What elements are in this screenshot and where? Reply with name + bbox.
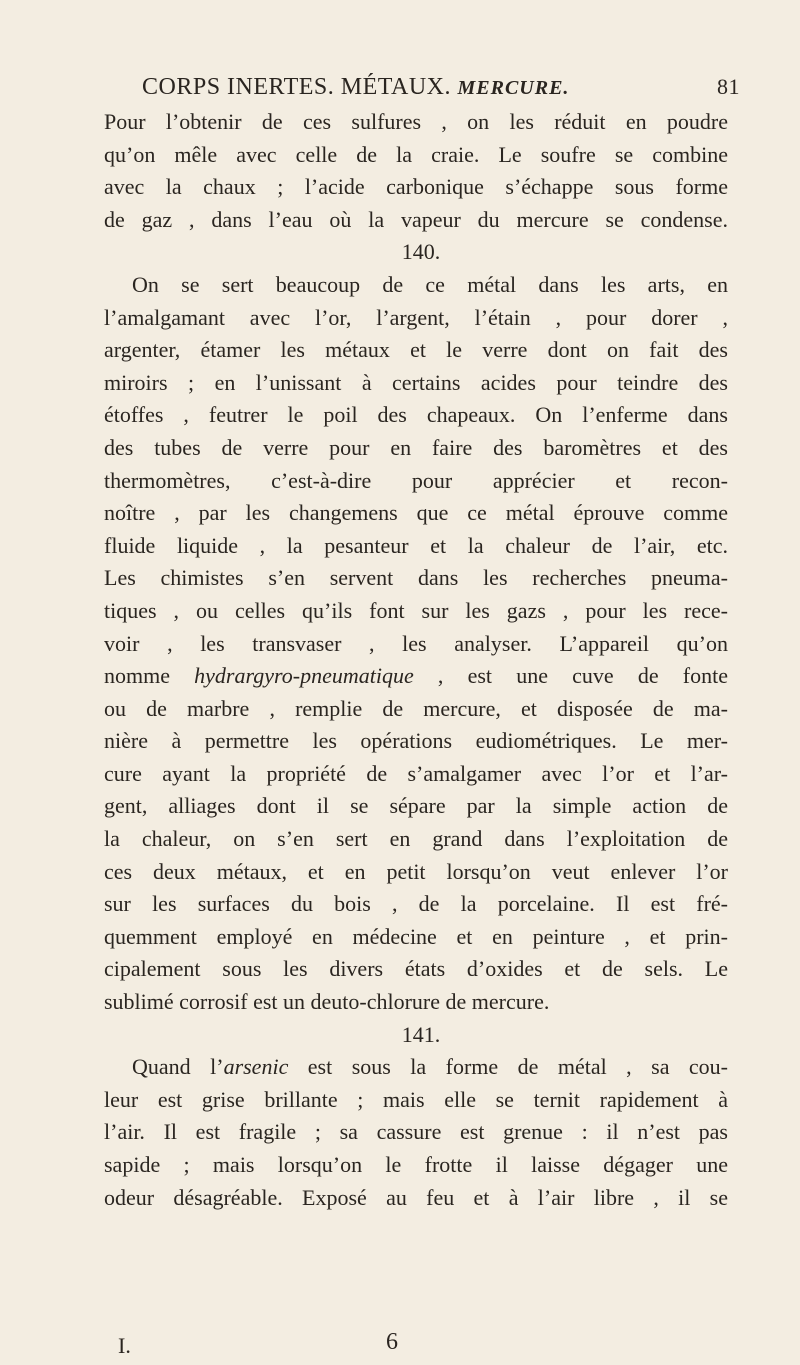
text-line: l’air. Il est fragile ; sa cassure est grenue : il n’est pas — [104, 1119, 728, 1145]
section-number — [104, 1019, 728, 1052]
text-line: fluide liquide , la pesanteur et la chaleur de l’air, etc. — [104, 532, 728, 558]
text-line: tiques , ou celles qu’ils font sur les gazs , pour les rece- — [104, 597, 728, 623]
text-line: la chaleur, on s’en sert en grand dans l’exploitation de — [104, 826, 728, 852]
text-line: noître , par les changemens que ce métal éprouve comme — [104, 500, 728, 526]
text-line: ou de marbre , remplie de mercure, et disposée de ma- — [104, 695, 728, 721]
text-line: On se sert beaucoup de ce métal dans les arts, en — [132, 271, 728, 297]
text-line: de gaz , dans l’eau où la vapeur du mercure se condense. — [104, 206, 728, 232]
section-number — [104, 236, 728, 269]
text-run: nomme — [104, 663, 195, 689]
text-line: sublimé corrosif est un deuto-chlorure de mercure. — [104, 989, 550, 1015]
text-line: quemment employé en médecine et en peinture , et prin- — [104, 923, 728, 949]
italic-term: arsenic — [223, 1054, 289, 1080]
text-line: gent, alliages dont il se sépare par la simple action de — [104, 793, 728, 819]
text-line: sur les surfaces du bois , de la porcelaine. Il est fré- — [104, 891, 728, 917]
text-line: odeur désagréable. Exposé au feu et à l’air libre , il se — [104, 1184, 728, 1210]
text-line: ces deux métaux, et en petit lorsqu’on veut enlever l’or — [104, 858, 728, 884]
text-line: sapide ; mais lorsqu’on le frotte il laisse dégager une — [104, 1152, 728, 1177]
text-line: Pour l’obtenir de ces sulfures , on les réduit en poudre — [104, 109, 728, 134]
text-line: leur est grise brillante ; mais elle se ternit rapidement à — [104, 1086, 728, 1112]
text-line: voir , les transvaser , les analyser. L’appareil qu’on — [104, 630, 728, 656]
section-title: MERCURE. — [457, 77, 570, 99]
text-line: cure ayant la propriété de s’amalgamer avec l’or et l’ar- — [104, 760, 728, 786]
text-line: étoffes , feutrer le poil des chapeaux. On l’enferme dans — [104, 402, 728, 428]
body-text — [104, 106, 728, 1214]
text-line — [104, 1051, 728, 1084]
text-line: cipalement sous les divers états d’oxides et de sels. Le — [104, 956, 728, 982]
page-footer — [118, 1329, 678, 1363]
text-line: miroirs ; en l’unissant à certains acides pour teindre des — [104, 369, 728, 395]
text-line: l’amalgamant avec l’or, l’argent, l’étain , pour dorer , — [104, 304, 728, 330]
section-number-text: 140. — [401, 239, 441, 265]
running-title — [142, 74, 569, 101]
running-title-text: CORPS INERTES. MÉTAUX. — [142, 74, 451, 100]
text-run: est sous la forme de métal , sa cou- — [288, 1054, 728, 1080]
text-run: Quand l’ — [132, 1054, 224, 1080]
text-run: , est une cuve de fonte — [413, 663, 728, 689]
text-line — [104, 660, 728, 693]
page-number: 81 — [717, 74, 740, 99]
signature-mark: I. — [118, 1333, 131, 1358]
section-number-text: 141. — [401, 1021, 441, 1047]
text-line: avec la chaux ; l’acide carbonique s’échappe sous forme — [104, 174, 728, 200]
text-line: nière à permettre les opérations eudiométriques. Le mer- — [104, 728, 728, 754]
text-line: Les chimistes s’en servent dans les recherches pneuma- — [104, 565, 728, 591]
text-line: thermomètres, c’est-à-dire pour apprécier et recon- — [104, 467, 728, 493]
page-header — [118, 66, 760, 106]
text-line: argenter, étamer les métaux et le verre dont on fait des — [104, 337, 728, 363]
text-line: des tubes de verre pour en faire des baromètres et des — [104, 434, 728, 460]
italic-term: hydrargyro-pneumatique — [194, 663, 414, 689]
quire-number: 6 — [386, 1329, 398, 1355]
text-line: qu’on mêle avec celle de la craie. Le soufre se combine — [104, 141, 728, 167]
